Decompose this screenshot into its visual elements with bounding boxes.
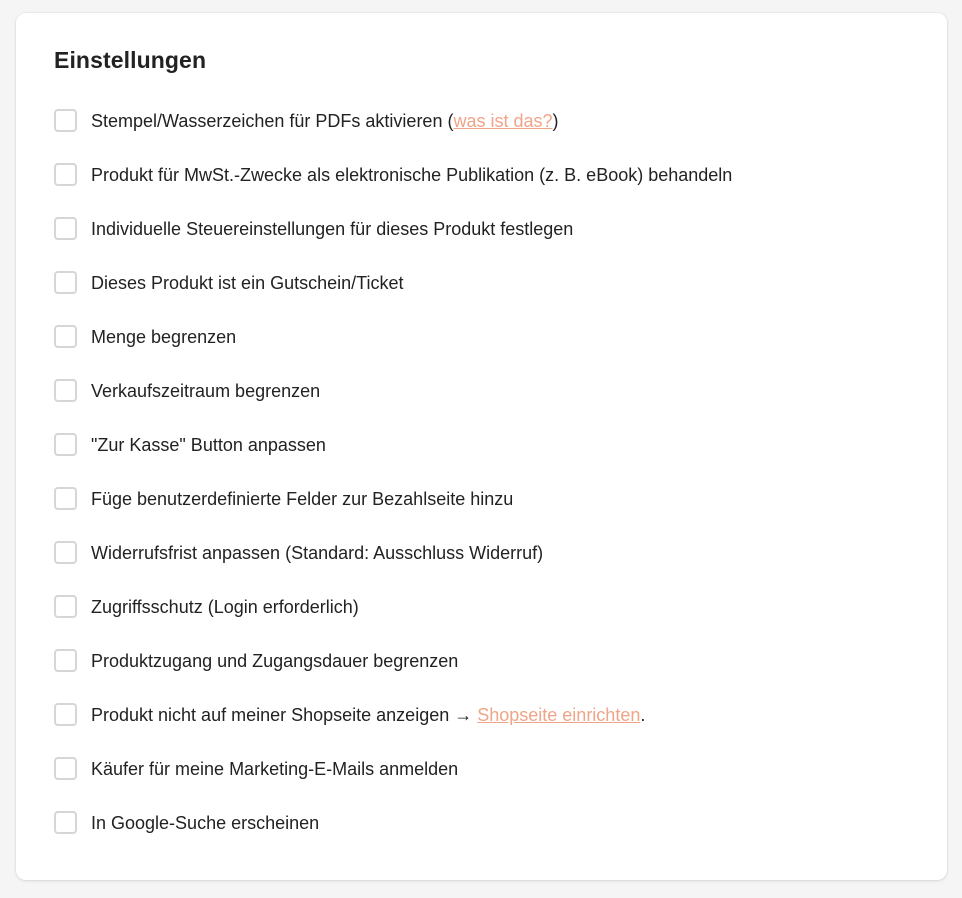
- google-search-label: In Google-Suche erscheinen: [91, 813, 320, 833]
- hide-from-shop-label: [91, 702, 645, 728]
- option-pdf-watermark: [54, 109, 732, 163]
- access-protection-checkbox[interactable]: [54, 595, 77, 618]
- customize-checkout-button-checkbox[interactable]: [54, 433, 77, 456]
- option-google-search: [54, 811, 732, 865]
- custom-tax-settings-label: Individuelle Steuereinstellungen für dieses Produkt festlegen: [91, 219, 574, 239]
- limit-quantity-checkbox[interactable]: [54, 325, 77, 348]
- option-limit-quantity: [54, 325, 732, 379]
- custom-checkout-fields-checkbox[interactable]: [54, 487, 77, 510]
- pdf-watermark-label-suffix: ): [552, 111, 559, 131]
- access-protection-label: Zugriffsschutz (Login erforderlich): [91, 597, 359, 617]
- option-marketing-emails: [54, 757, 732, 811]
- option-custom-checkout-fields: [54, 487, 732, 541]
- option-access-protection: [54, 595, 732, 649]
- withdrawal-period-checkbox[interactable]: [54, 541, 77, 564]
- setup-shop-page-link[interactable]: Shopseite einrichten: [477, 705, 641, 725]
- limit-access-duration-label: Produktzugang und Zugangsdauer begrenzen: [91, 651, 459, 671]
- what-is-this-link[interactable]: was ist das?: [453, 111, 553, 131]
- voucher-ticket-label: Dieses Produkt ist ein Gutschein/Ticket: [91, 273, 404, 293]
- option-customize-checkout-button: [54, 433, 732, 487]
- hide-from-shop-checkbox[interactable]: [54, 703, 77, 726]
- limit-quantity-label: Menge begrenzen: [91, 327, 237, 347]
- electronic-publication-checkbox[interactable]: [54, 163, 77, 186]
- electronic-publication-label: Produkt für MwSt.-Zwecke als elektronische Publikation (z. B. eBook) behandeln: [91, 165, 733, 185]
- settings-card: [16, 13, 947, 880]
- option-hide-from-shop: [54, 703, 732, 757]
- option-withdrawal-period: [54, 541, 732, 595]
- marketing-emails-checkbox[interactable]: [54, 757, 77, 780]
- hide-from-shop-label-suffix: .: [640, 705, 646, 725]
- pdf-watermark-label: [91, 108, 559, 134]
- marketing-emails-label: Käufer für meine Marketing-E-Mails anmelden: [91, 759, 459, 779]
- pdf-watermark-checkbox[interactable]: [54, 109, 77, 132]
- option-limit-sales-period: [54, 379, 732, 433]
- limit-access-duration-checkbox[interactable]: [54, 649, 77, 672]
- customize-checkout-button-label: "Zur Kasse" Button anpassen: [91, 435, 326, 455]
- pdf-watermark-label-text: Stempel/Wasserzeichen für PDFs aktivieren (: [91, 111, 454, 131]
- limit-sales-period-checkbox[interactable]: [54, 379, 77, 402]
- withdrawal-period-label: Widerrufsfrist anpassen (Standard: Ausschluss Widerruf): [91, 543, 544, 563]
- option-electronic-publication: [54, 163, 732, 217]
- settings-options-list: [54, 109, 732, 865]
- custom-checkout-fields-label: Füge benutzerdefinierte Felder zur Bezahlseite hinzu: [91, 489, 514, 509]
- settings-title: Einstellungen: [54, 47, 207, 73]
- custom-tax-settings-checkbox[interactable]: [54, 217, 77, 240]
- option-limit-access-duration: [54, 649, 732, 703]
- option-voucher-ticket: [54, 271, 732, 325]
- option-custom-tax-settings: [54, 217, 732, 271]
- voucher-ticket-checkbox[interactable]: [54, 271, 77, 294]
- hide-from-shop-label-text: Produkt nicht auf meiner Shopseite anzeigen →: [91, 705, 478, 725]
- google-search-checkbox[interactable]: [54, 811, 77, 834]
- limit-sales-period-label: Verkaufszeitraum begrenzen: [91, 381, 321, 401]
